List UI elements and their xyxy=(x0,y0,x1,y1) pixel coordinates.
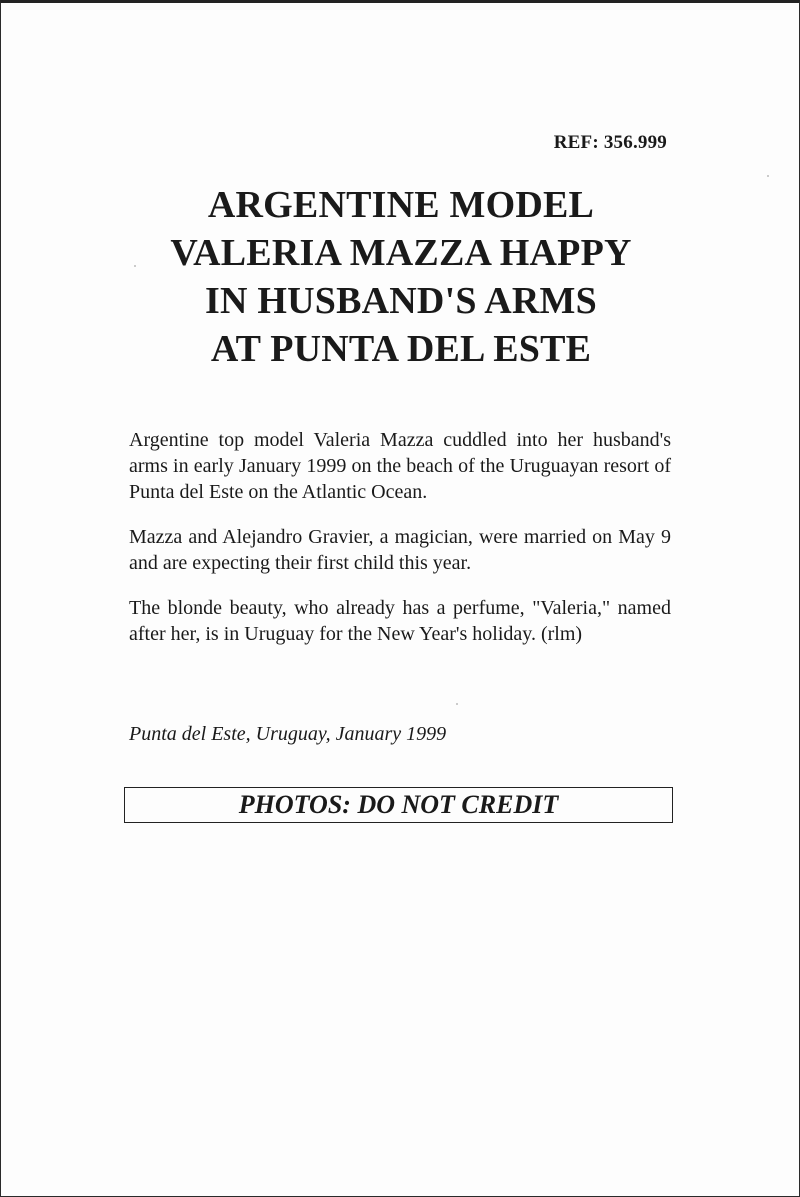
credit-notice: PHOTOS: DO NOT CREDIT xyxy=(238,790,559,819)
paper-speck xyxy=(456,703,458,705)
paper-speck xyxy=(767,175,769,177)
paragraph: Mazza and Alejandro Gravier, a magician, were married on May 9 and are expecting their first child this year. xyxy=(129,526,671,574)
paragraph: Argentine top model Valeria Mazza cuddled into her husband's arms in early January 1999 on the beach of the Uruguayan resort of Punta del Este on the Atlantic Ocean. xyxy=(129,429,671,503)
paper-speck xyxy=(134,265,136,267)
headline-line: VALERIA MAZZA HAPPY xyxy=(170,232,632,274)
article-body xyxy=(129,427,671,666)
headline-line: IN HUSBAND'S ARMS xyxy=(205,280,597,322)
headline-line: AT PUNTA DEL ESTE xyxy=(210,328,592,370)
credit-notice-box xyxy=(124,787,673,823)
reference-number: REF: 356.999 xyxy=(553,132,667,153)
headline-line: ARGENTINE MODEL xyxy=(207,184,595,226)
dateline: Punta del Este, Uruguay, January 1999 xyxy=(129,723,447,745)
paragraph: The blonde beauty, who already has a perfume, "Valeria," named after her, is in Uruguay for the New Year's holiday. (rlm) xyxy=(129,597,671,645)
headline xyxy=(1,181,800,373)
